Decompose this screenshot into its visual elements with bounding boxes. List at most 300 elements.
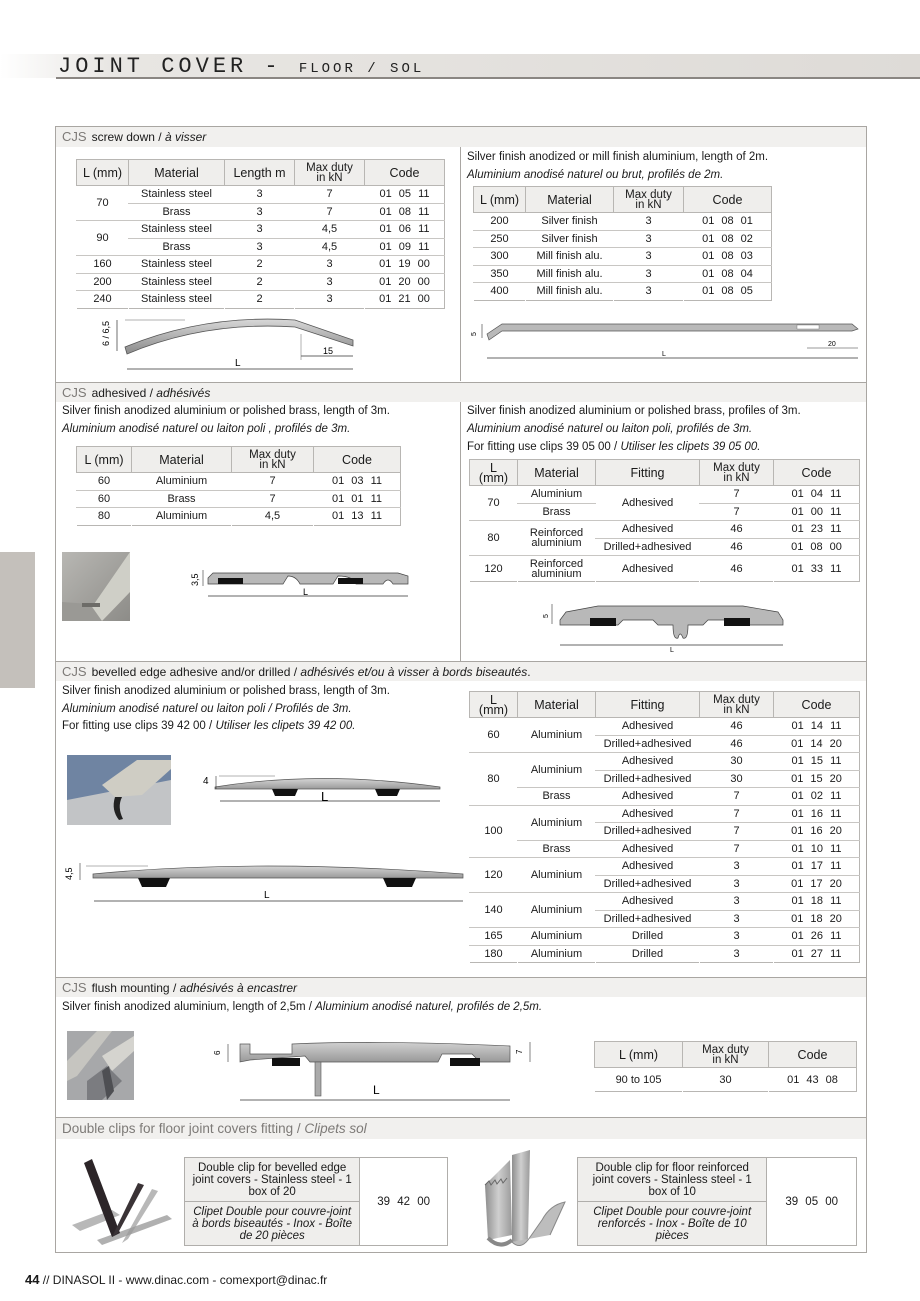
cell-duty: 30 xyxy=(700,753,774,771)
cell-duty: 3 xyxy=(614,283,684,301)
adhesived-desc-en: Silver finish anodized aluminium or polished brass, length of 3m. xyxy=(62,405,390,417)
profile-drawing-flush xyxy=(210,1036,535,1104)
col-header-l: L (mm) xyxy=(77,447,132,473)
dim-length-label: L xyxy=(303,587,309,597)
separator: / xyxy=(169,981,180,995)
duty-line-2: in kN xyxy=(723,471,750,484)
cell-code: 01 33 11 xyxy=(774,556,860,582)
cell-fitting: Drilled xyxy=(596,945,700,963)
cell-code: 01 18 11 xyxy=(774,893,860,911)
cell-l: 120 xyxy=(470,556,518,582)
section-label-fr: adhésivés à encastrer xyxy=(179,981,298,995)
section-prefix: CJS xyxy=(62,664,87,679)
cell-code: 01 08 11 xyxy=(365,203,445,221)
table-row xyxy=(77,473,401,491)
cell-material: Aluminium xyxy=(518,718,596,753)
bevelled-table xyxy=(469,691,860,963)
dim-offset-label: 20 xyxy=(828,341,836,348)
dim-length-label: L xyxy=(321,789,329,804)
duty-line-1: Max duty xyxy=(249,448,296,461)
table-row xyxy=(470,486,860,504)
cell-material: Brass xyxy=(518,840,596,858)
cell-duty: 3 xyxy=(700,945,774,963)
cell-duty: 3 xyxy=(614,265,684,283)
cell-l: 140 xyxy=(470,893,518,928)
cell-duty: 7 xyxy=(700,823,774,841)
cell-length: 2 xyxy=(225,291,295,309)
cell-l: 80 xyxy=(470,753,518,806)
col-header-l: L (mm) xyxy=(474,187,526,213)
cell-material: Stainless steel xyxy=(129,291,225,309)
duty-line-2: in kN xyxy=(635,198,662,211)
cell-fitting: Drilled+adhesived xyxy=(596,910,700,928)
cell-l: 165 xyxy=(470,928,518,946)
cell-material: Aluminium xyxy=(518,486,596,504)
cell-fitting: Adhesived xyxy=(596,805,700,823)
cell-code: 01 08 04 xyxy=(684,265,772,283)
footer-text: // DINASOL II - www.dinac.com - comexport@dinac.fr xyxy=(39,1273,328,1287)
column-divider xyxy=(460,402,461,661)
cell-duty: 7 xyxy=(232,473,314,491)
dim-height-right-label: 7 xyxy=(515,1049,524,1054)
table-row xyxy=(474,213,772,231)
section-header-clips xyxy=(56,1117,866,1139)
cell-material: Brass xyxy=(518,788,596,806)
cell-l: 80 xyxy=(77,508,132,526)
cell-duty: 7 xyxy=(700,788,774,806)
period: . xyxy=(527,665,531,679)
clip-illustration-bevelled xyxy=(62,1155,180,1247)
cell-duty: 7 xyxy=(700,486,774,504)
dim-height-left-label: 6 xyxy=(213,1050,222,1055)
screw-down-desc-en: Silver finish anodized or mill finish aluminium, length of 2m. xyxy=(467,151,769,163)
cell-code: 01 17 11 xyxy=(774,858,860,876)
section-label-en: screw down xyxy=(91,130,155,144)
section-label-en: adhesived xyxy=(91,386,147,400)
profile-drawing-bevelled-bottom xyxy=(58,858,468,908)
cell-duty: 30 xyxy=(700,770,774,788)
dim-length-label: L xyxy=(670,647,674,654)
table-row xyxy=(470,718,860,736)
cell-duty: 3 xyxy=(700,910,774,928)
cell-l: 80 xyxy=(470,521,518,556)
cell-code: 01 00 11 xyxy=(774,503,860,521)
cell-code: 01 08 00 xyxy=(774,538,860,556)
dim-length-label: L xyxy=(264,890,270,901)
col-header-l: L (mm) xyxy=(470,460,518,486)
clip-desc-fr: Clipet Double pour couvre-joint renforcés - Inox - Boîte de 10 pièces xyxy=(578,1202,767,1246)
table-row xyxy=(470,893,860,911)
cell-length: 2 xyxy=(225,273,295,291)
cell-l: 180 xyxy=(470,945,518,963)
dim-height-label: 6 / 6,5 xyxy=(101,320,111,346)
dim-height-label: 4 xyxy=(203,776,209,787)
separator: / xyxy=(154,130,165,144)
title-main: JOINT COVER - xyxy=(58,54,299,79)
adhesived-table-left xyxy=(76,446,401,526)
table-row xyxy=(470,556,860,582)
cell-duty: 46 xyxy=(700,735,774,753)
cell-fitting: Drilled+adhesived xyxy=(596,538,700,556)
col-header-duty xyxy=(700,692,774,718)
profile-drawing-curved xyxy=(95,312,365,374)
col-header-material: Material xyxy=(132,447,232,473)
clip-desc-en: Double clip for bevelled edge joint covers - Stainless steel - 1 box of 20 xyxy=(185,1158,360,1202)
cell-fitting: Adhesived xyxy=(596,556,700,582)
title-sub: FLOOR / SOL xyxy=(298,61,425,77)
cell-fitting: Adhesived xyxy=(596,753,700,771)
fitting-fr: Utiliser les clipets 39 42 00. xyxy=(215,720,356,732)
bevelled-desc-en: Silver finish anodized aluminium or polished brass, length of 3m. xyxy=(62,685,390,697)
cell-duty: 3 xyxy=(295,291,365,309)
cell-material: Brass xyxy=(129,203,225,221)
cell-code: 01 13 11 xyxy=(314,508,401,526)
col-header-code: Code xyxy=(774,460,860,486)
cell-material xyxy=(518,556,596,582)
col-header-material: Material xyxy=(518,692,596,718)
cell-duty: 4,5 xyxy=(232,508,314,526)
cell-code: 01 19 00 xyxy=(365,256,445,274)
table-row xyxy=(77,273,445,291)
separator: / xyxy=(290,665,301,679)
table-row xyxy=(77,291,445,309)
cell-fitting: Adhesived xyxy=(596,840,700,858)
section-header-screw-down xyxy=(56,127,866,147)
adhesived-desc-fr xyxy=(62,420,350,439)
cell-code: 01 14 11 xyxy=(774,718,860,736)
cell-length: 2 xyxy=(225,256,295,274)
cell-material: Aluminium xyxy=(132,508,232,526)
separator: / xyxy=(293,1121,305,1136)
cell-l: 60 xyxy=(77,490,132,508)
duty-line-2: in kN xyxy=(723,703,750,716)
cell-code: 01 16 20 xyxy=(774,823,860,841)
bevelled-fitting xyxy=(62,717,355,736)
product-photo-adhesived xyxy=(62,552,130,621)
product-photo-flush xyxy=(67,1031,134,1100)
material-line-2: aluminium xyxy=(531,537,582,549)
col-header-duty xyxy=(683,1042,769,1068)
duty-line-1: Max duty xyxy=(713,461,760,474)
side-tab-marker xyxy=(0,552,35,688)
cell-duty: 7 xyxy=(295,203,365,221)
cell-duty: 3 xyxy=(295,273,365,291)
clip-desc-en: Double clip for floor reinforced joint covers - Stainless steel - 1 box of 10 xyxy=(578,1158,767,1202)
cell-l: 240 xyxy=(77,291,129,309)
section-header-flush xyxy=(56,977,866,997)
dim-height-label: 5 xyxy=(471,332,478,336)
duty-line-2: in kN xyxy=(316,171,343,184)
table-row xyxy=(474,283,772,301)
col-header-l: L (mm) xyxy=(77,160,129,186)
dim-length-label: L xyxy=(235,358,241,369)
cell-duty: 4,5 xyxy=(295,221,365,239)
cell-material: Brass xyxy=(129,238,225,256)
col-header-duty xyxy=(295,160,365,186)
duty-line-1: Max duty xyxy=(625,188,672,201)
cell-l: 160 xyxy=(77,256,129,274)
separator: / xyxy=(146,386,157,400)
col-header-code: Code xyxy=(684,187,772,213)
cell-code: 01 08 03 xyxy=(684,248,772,266)
cell-material: Mill finish alu. xyxy=(526,283,614,301)
cell-l: 350 xyxy=(474,265,526,283)
cell-l: 70 xyxy=(470,486,518,521)
cell-length: 3 xyxy=(225,186,295,204)
material-line-1: Reinforced xyxy=(529,557,584,570)
col-header-code: Code xyxy=(365,160,445,186)
cell-duty: 7 xyxy=(295,186,365,204)
cell-material: Brass xyxy=(132,490,232,508)
clips-title-en: Double clips for floor joint covers fitting xyxy=(62,1121,294,1136)
cell-duty: 46 xyxy=(700,521,774,539)
cell-duty: 4,5 xyxy=(295,238,365,256)
col-header-duty xyxy=(614,187,684,213)
section-label-fr: adhésivés xyxy=(156,386,211,400)
section-label-en: flush mounting xyxy=(91,981,170,995)
cell-code: 01 04 11 xyxy=(774,486,860,504)
cell-duty: 7 xyxy=(700,503,774,521)
col-header-material: Material xyxy=(526,187,614,213)
cell-code: 01 23 11 xyxy=(774,521,860,539)
material-line-2: aluminium xyxy=(531,567,582,580)
desc-en: Silver finish anodized aluminium, length of 2,5m xyxy=(62,1001,306,1013)
cell-material: Stainless steel xyxy=(129,256,225,274)
cell-code: 01 43 08 xyxy=(769,1068,857,1092)
cell-code: 01 16 11 xyxy=(774,805,860,823)
col-header-fitting: Fitting xyxy=(596,460,700,486)
cell-duty: 3 xyxy=(614,230,684,248)
cell-material: Aluminium xyxy=(518,893,596,928)
cell-duty: 3 xyxy=(700,928,774,946)
section-header-bevelled xyxy=(56,661,866,681)
cell-duty: 3 xyxy=(614,213,684,231)
table-row xyxy=(470,945,860,963)
cell-duty: 7 xyxy=(700,840,774,858)
screw-down-desc-fr xyxy=(467,166,723,185)
cell-material: Aluminium xyxy=(518,945,596,963)
clip-code: 39 05 00 xyxy=(767,1158,857,1246)
cell-length: 3 xyxy=(225,221,295,239)
dim-height-label: 3,5 xyxy=(190,573,200,586)
cell-code: 01 10 11 xyxy=(774,840,860,858)
duty-line-2: in kN xyxy=(712,1053,739,1066)
table-row xyxy=(77,238,445,256)
col-header-code: Code xyxy=(314,447,401,473)
cell-duty: 3 xyxy=(614,248,684,266)
col-header-code: Code xyxy=(774,692,860,718)
dim-height-label: 5 xyxy=(543,614,550,618)
cell-code: 01 09 11 xyxy=(365,238,445,256)
cell-l: 200 xyxy=(77,273,129,291)
table-row xyxy=(470,753,860,771)
column-divider xyxy=(460,147,461,381)
cell-material xyxy=(518,521,596,556)
cell-material: Aluminium xyxy=(518,928,596,946)
col-header-material: Material xyxy=(129,160,225,186)
section-prefix: CJS xyxy=(62,385,87,400)
cell-duty: 46 xyxy=(700,556,774,582)
adhesived-table-right xyxy=(469,459,860,582)
desc-fr-text: Aluminium anodisé naturel ou laiton poli , profilés de 3m. xyxy=(62,423,351,435)
table-row xyxy=(474,248,772,266)
col-header-fitting: Fitting xyxy=(596,692,700,718)
cell-length: 3 xyxy=(225,238,295,256)
separator: / xyxy=(610,441,621,453)
col-header-length: Length m xyxy=(225,160,295,186)
cell-duty: 3 xyxy=(700,875,774,893)
section-prefix: CJS xyxy=(62,980,87,995)
cell-fitting: Drilled+adhesived xyxy=(596,735,700,753)
cell-code: 01 08 05 xyxy=(684,283,772,301)
cell-l: 60 xyxy=(77,473,132,491)
flush-table xyxy=(594,1041,857,1092)
cell-material: Aluminium xyxy=(518,858,596,893)
duty-line-2: in kN xyxy=(259,458,286,471)
cell-code: 01 14 20 xyxy=(774,735,860,753)
cell-code: 01 20 00 xyxy=(365,273,445,291)
cell-l: 90 xyxy=(77,221,129,256)
page-title xyxy=(58,56,424,80)
table-row xyxy=(77,490,401,508)
table-row xyxy=(77,186,445,204)
cell-material: Stainless steel xyxy=(129,221,225,239)
desc-fr-text: Aluminium anodisé naturel ou laiton poli / Profilés de 3m. xyxy=(62,703,352,715)
profile-drawing-bevelled-top xyxy=(195,768,445,808)
fitting-fr: Utiliser les clipets 39 05 00. xyxy=(620,441,761,453)
cell-duty: 3 xyxy=(295,256,365,274)
cell-l: 90 to 105 xyxy=(595,1068,683,1092)
section-prefix: CJS xyxy=(62,129,87,144)
screw-down-table-right xyxy=(473,186,772,301)
cell-duty: 3 xyxy=(700,858,774,876)
table-row xyxy=(470,805,860,823)
cell-code: 01 01 11 xyxy=(314,490,401,508)
table-row xyxy=(470,858,860,876)
bevelled-desc-fr xyxy=(62,700,352,719)
cell-material: Aluminium xyxy=(518,805,596,840)
adhesived-right-desc-fr xyxy=(467,420,752,439)
cell-duty: 30 xyxy=(683,1068,769,1092)
cell-fitting: Adhesived xyxy=(596,788,700,806)
cell-l: 120 xyxy=(470,858,518,893)
table-row xyxy=(474,265,772,283)
cell-code: 01 26 11 xyxy=(774,928,860,946)
cell-duty: 46 xyxy=(700,538,774,556)
col-header-l: L (mm) xyxy=(470,692,518,718)
dim-offset-label: 15 xyxy=(323,346,334,356)
clip-illustration-reinforced xyxy=(480,1150,575,1250)
cell-material: Mill finish alu. xyxy=(526,265,614,283)
cell-material: Aluminium xyxy=(132,473,232,491)
cell-code: 01 06 11 xyxy=(365,221,445,239)
cell-code: 01 15 11 xyxy=(774,753,860,771)
cell-fitting: Adhesived xyxy=(596,521,700,539)
cell-code: 01 27 11 xyxy=(774,945,860,963)
cell-l: 100 xyxy=(470,805,518,858)
section-label-fr: à visser xyxy=(164,130,207,144)
cell-fitting: Drilled xyxy=(596,928,700,946)
col-header-duty xyxy=(700,460,774,486)
clips-title-fr: Clipets sol xyxy=(304,1121,367,1136)
separator: / xyxy=(305,1001,316,1013)
cell-l: 60 xyxy=(470,718,518,753)
section-label-fr: adhésivés et/ou à visser à bords biseautés xyxy=(300,665,528,679)
clip-desc-fr: Clipet Double pour couvre-joint à bords biseautés - Inox - Boîte de 20 pièces xyxy=(185,1202,360,1246)
cell-material: Aluminium xyxy=(518,753,596,788)
duty-line-1: Max duty xyxy=(702,1043,749,1056)
profile-drawing-adhesived-right xyxy=(538,600,838,655)
adhesived-right-fitting xyxy=(467,438,760,457)
table-row xyxy=(474,230,772,248)
page-number: 44 xyxy=(25,1272,40,1287)
cell-code: 01 08 01 xyxy=(684,213,772,231)
cell-material: Mill finish alu. xyxy=(526,248,614,266)
cell-material: Silver finish xyxy=(526,230,614,248)
clip-table-reinforced xyxy=(577,1157,857,1246)
cell-code: 01 05 11 xyxy=(365,186,445,204)
col-header-l: L (mm) xyxy=(595,1042,683,1068)
cell-code: 01 15 20 xyxy=(774,770,860,788)
table-row xyxy=(470,928,860,946)
col-header-material: Material xyxy=(518,460,596,486)
cell-length: 3 xyxy=(225,203,295,221)
table-row xyxy=(77,508,401,526)
cell-material: Silver finish xyxy=(526,213,614,231)
table-row xyxy=(595,1068,857,1092)
cell-fitting: Adhesived xyxy=(596,858,700,876)
cell-fitting: Drilled+adhesived xyxy=(596,875,700,893)
cell-code: 01 18 20 xyxy=(774,910,860,928)
fitting-en: For fitting use clips 39 42 00 xyxy=(62,720,206,732)
desc-fr-text: Aluminium anodisé naturel ou brut, profilés de 2m. xyxy=(467,169,724,181)
desc-fr: Aluminium anodisé naturel, profilés de 2,5m. xyxy=(315,1001,543,1013)
cell-material: Stainless steel xyxy=(129,186,225,204)
cell-duty: 46 xyxy=(700,718,774,736)
cell-code: 01 21 00 xyxy=(365,291,445,309)
flush-desc xyxy=(62,998,542,1017)
cell-code: 01 17 20 xyxy=(774,875,860,893)
table-row xyxy=(77,221,445,239)
profile-drawing-adhesived-left xyxy=(188,566,433,606)
cell-fitting: Drilled+adhesived xyxy=(596,770,700,788)
cell-fitting: Adhesived xyxy=(596,718,700,736)
duty-line-1: Max duty xyxy=(306,161,353,174)
product-photo-bevelled xyxy=(67,755,171,825)
cell-duty: 7 xyxy=(232,490,314,508)
table-row xyxy=(470,521,860,539)
cell-fitting: Adhesived xyxy=(596,893,700,911)
table-row xyxy=(470,788,860,806)
cell-l: 70 xyxy=(77,186,129,221)
section-label-en: bevelled edge adhesive and/or drilled xyxy=(91,665,291,679)
cell-code: 01 03 11 xyxy=(314,473,401,491)
col-header-code: Code xyxy=(769,1042,857,1068)
cell-fitting: Adhesived xyxy=(596,486,700,521)
dim-height-label: 4,5 xyxy=(64,867,74,880)
cell-material: Stainless steel xyxy=(129,273,225,291)
cell-l: 200 xyxy=(474,213,526,231)
screw-down-table-left xyxy=(76,159,445,309)
material-line-1: Reinforced xyxy=(529,527,584,539)
cell-duty: 7 xyxy=(700,805,774,823)
clip-table-bevelled xyxy=(184,1157,448,1246)
adhesived-right-desc-en: Silver finish anodized aluminium or polished brass, profiles of 3m. xyxy=(467,405,801,417)
cell-l: 300 xyxy=(474,248,526,266)
cell-l: 400 xyxy=(474,283,526,301)
clip-code: 39 42 00 xyxy=(360,1158,448,1246)
dim-length-label: L xyxy=(373,1083,380,1097)
